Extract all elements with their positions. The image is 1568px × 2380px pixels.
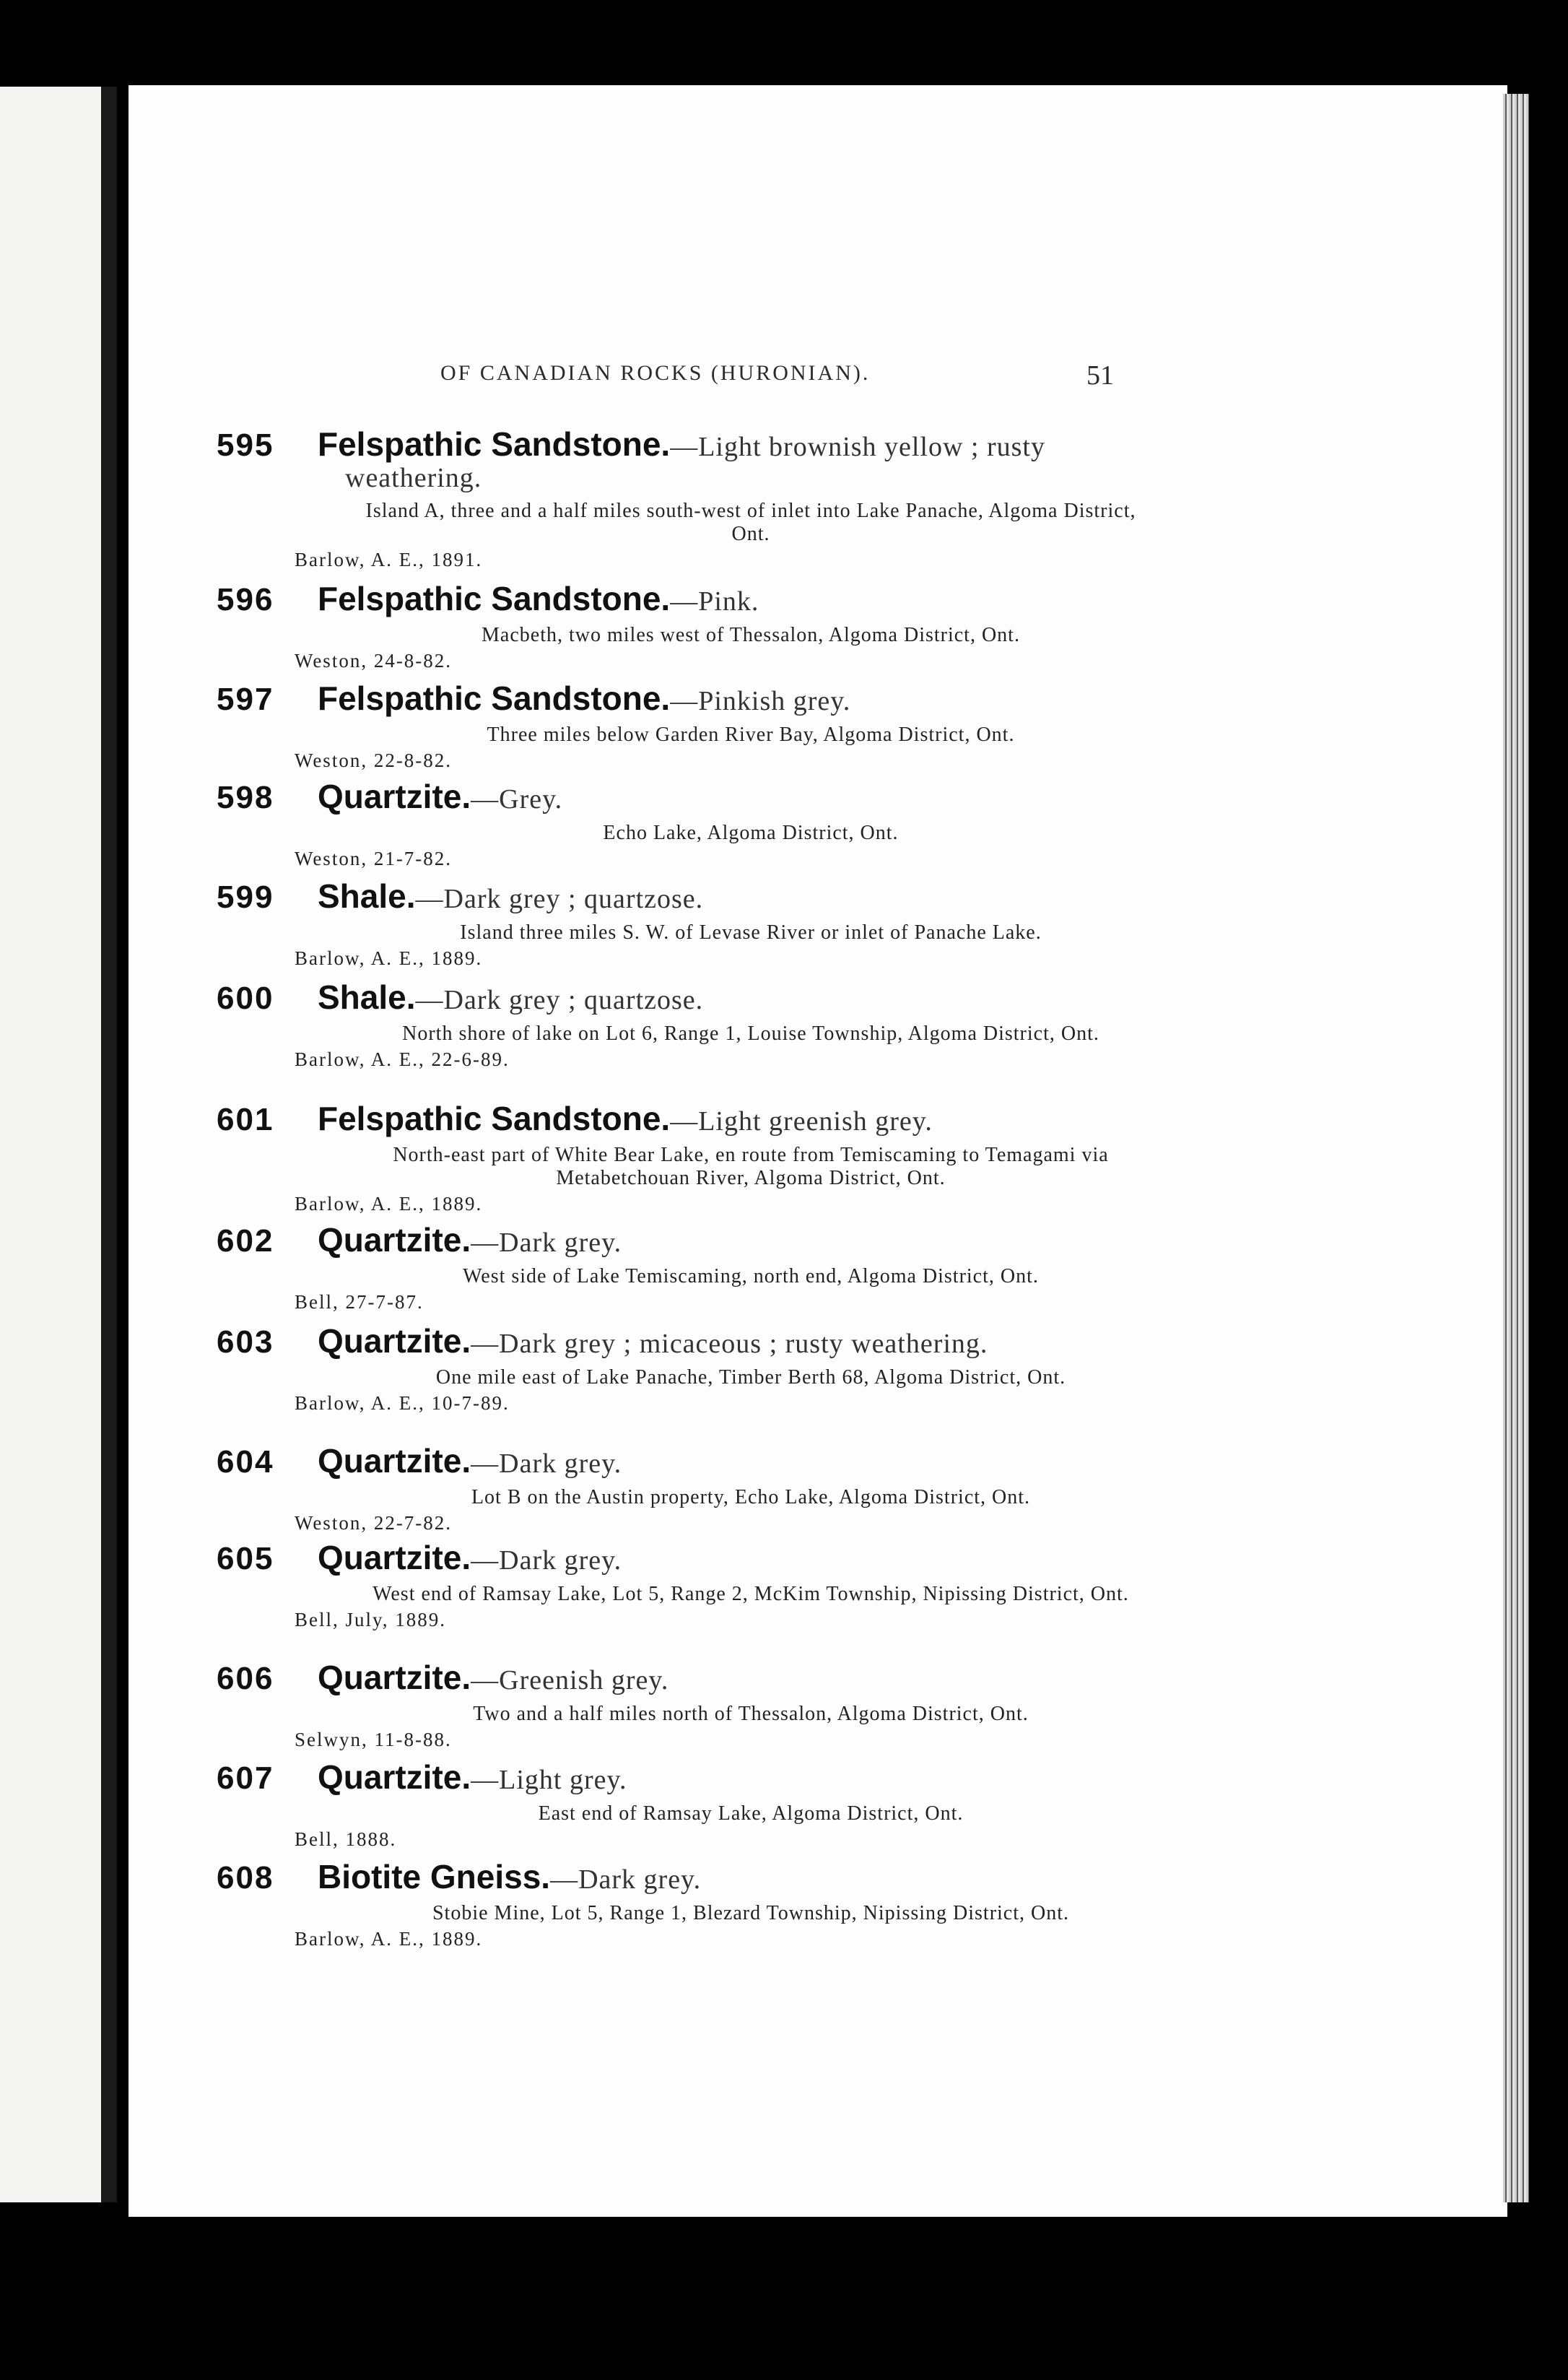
locality: Island three miles S. W. of Levase River or inlet of Panache Lake. bbox=[460, 921, 1042, 944]
specimen-number: 604 bbox=[217, 1444, 274, 1480]
specimen-number: 595 bbox=[217, 427, 274, 463]
rock-name: Felspathic Sandstone. bbox=[318, 1100, 671, 1137]
rock-description: —Light greenish grey. bbox=[670, 1106, 933, 1137]
collector: Bell, 1888. bbox=[295, 1828, 397, 1850]
specimen-number: 599 bbox=[217, 880, 274, 915]
collector: Selwyn, 11-8-88. bbox=[295, 1729, 452, 1750]
collector: Weston, 22-7-82. bbox=[295, 1512, 453, 1534]
rock-name: Quartzite. bbox=[318, 1539, 471, 1576]
locality: Stobie Mine, Lot 5, Range 1, Blezard Township, Nipissing District, Ont. bbox=[432, 1902, 1069, 1924]
locality: Island A, three and a half miles south-west of inlet into Lake Panache, Algoma District, Ont. bbox=[365, 500, 1136, 545]
locality: West end of Ramsay Lake, Lot 5, Range 2, McKim Township, Nipissing District, Ont. bbox=[373, 1583, 1129, 1605]
rock-description: —Grey. bbox=[471, 784, 563, 815]
book-gutter bbox=[101, 87, 117, 2202]
collector: Barlow, A. E., 1891. bbox=[295, 549, 483, 570]
collector: Barlow, A. E., 1889. bbox=[295, 947, 483, 969]
locality: Macbeth, two miles west of Thessalon, Algoma District, Ont. bbox=[482, 624, 1020, 646]
specimen-number: 603 bbox=[217, 1324, 274, 1360]
specimen-entry bbox=[217, 1441, 1148, 1534]
rock-description: —Dark grey. bbox=[471, 1449, 622, 1479]
locality: North-east part of White Bear Lake, en route from Temiscaming to Temagami via Metabetchouan River, Algoma District, Ont. bbox=[393, 1144, 1109, 1189]
collector: Barlow, A. E., 10-7-89. bbox=[295, 1392, 510, 1414]
specimen-entry bbox=[217, 777, 1148, 870]
rock-name: Quartzite. bbox=[318, 1442, 471, 1480]
specimen-entry bbox=[217, 1099, 1148, 1215]
rock-name: Shale. bbox=[318, 877, 416, 915]
locality: North shore of lake on Lot 6, Range 1, Louise Township, Algoma District, Ont. bbox=[402, 1022, 1099, 1045]
rock-description: —Dark grey. bbox=[471, 1228, 622, 1258]
rock-name: Quartzite. bbox=[318, 1322, 471, 1360]
rock-name: Quartzite. bbox=[318, 1758, 471, 1796]
specimen-number: 600 bbox=[217, 981, 274, 1016]
page-number: 51 bbox=[1086, 360, 1114, 391]
specimen-number: 605 bbox=[217, 1541, 274, 1576]
collector: Weston, 24-8-82. bbox=[295, 650, 453, 672]
rock-name: Felspathic Sandstone. bbox=[318, 425, 671, 463]
specimen-entry bbox=[217, 1220, 1148, 1313]
collector: Bell, 27-7-87. bbox=[295, 1291, 424, 1313]
locality: One mile east of Lake Panache, Timber Berth 68, Algoma District, Ont. bbox=[435, 1366, 1066, 1389]
specimen-entry bbox=[217, 978, 1148, 1071]
rock-description: —Dark grey. bbox=[471, 1545, 622, 1576]
page-stack-edge bbox=[1503, 94, 1529, 2202]
specimen-entry bbox=[217, 1321, 1148, 1415]
rock-name: Quartzite. bbox=[318, 1221, 471, 1259]
collector: Barlow, A. E., 1889. bbox=[295, 1193, 483, 1215]
rock-description: —Light brownish yellow ; rusty bbox=[670, 432, 1045, 462]
rock-description-continued: weathering. bbox=[345, 463, 482, 493]
specimen-entry bbox=[217, 1658, 1148, 1751]
collector: Barlow, A. E., 1889. bbox=[295, 1928, 483, 1950]
rock-name: Quartzite. bbox=[318, 778, 471, 815]
rock-description: —Dark grey. bbox=[550, 1864, 702, 1895]
rock-description: —Light grey. bbox=[471, 1765, 627, 1795]
collector: Bell, July, 1889. bbox=[295, 1609, 447, 1630]
rock-description: —Pinkish grey. bbox=[670, 686, 851, 716]
rock-description: —Dark grey ; micaceous ; rusty weathering. bbox=[471, 1329, 988, 1359]
collector: Barlow, A. E., 22-6-89. bbox=[295, 1048, 510, 1070]
specimen-entry bbox=[217, 877, 1148, 970]
rock-description: —Pink. bbox=[670, 586, 759, 617]
rock-name: Felspathic Sandstone. bbox=[318, 679, 671, 717]
locality: West side of Lake Temiscaming, north end, Algoma District, Ont. bbox=[463, 1265, 1039, 1287]
collector: Weston, 22-8-82. bbox=[295, 750, 453, 771]
specimen-entry bbox=[217, 1538, 1148, 1631]
specimen-number: 606 bbox=[217, 1661, 274, 1696]
rock-description: —Dark grey ; quartzose. bbox=[415, 884, 704, 914]
locality: Echo Lake, Algoma District, Ont. bbox=[603, 822, 899, 844]
specimen-number: 607 bbox=[217, 1760, 274, 1796]
specimen-number: 598 bbox=[217, 780, 274, 815]
specimen-number: 597 bbox=[217, 682, 274, 717]
specimen-entry bbox=[217, 425, 1148, 571]
specimen-number: 602 bbox=[217, 1223, 274, 1259]
locality: Lot B on the Austin property, Echo Lake, Algoma District, Ont. bbox=[471, 1486, 1031, 1508]
specimen-entry bbox=[217, 679, 1148, 772]
specimen-entry bbox=[217, 1857, 1148, 1950]
specimen-number: 601 bbox=[217, 1102, 274, 1137]
collector: Weston, 21-7-82. bbox=[295, 848, 453, 869]
locality: East end of Ramsay Lake, Algoma District, Ont. bbox=[538, 1802, 964, 1825]
rock-name: Felspathic Sandstone. bbox=[318, 580, 671, 617]
rock-name: Biotite Gneiss. bbox=[318, 1858, 551, 1895]
locality: Two and a half miles north of Thessalon, Algoma District, Ont. bbox=[473, 1703, 1029, 1725]
specimen-number: 596 bbox=[217, 582, 274, 617]
specimen-number: 608 bbox=[217, 1860, 274, 1895]
previous-page-edge bbox=[0, 87, 101, 2202]
specimen-entry bbox=[217, 1758, 1148, 1851]
rock-description: —Greenish grey. bbox=[471, 1665, 669, 1695]
specimen-entry bbox=[217, 579, 1148, 672]
rock-name: Shale. bbox=[318, 978, 416, 1016]
locality: Three miles below Garden River Bay, Algoma District, Ont. bbox=[487, 724, 1015, 746]
running-head: OF CANADIAN ROCKS (HURONIAN). bbox=[440, 361, 871, 385]
rock-description: —Dark grey ; quartzose. bbox=[415, 985, 704, 1015]
rock-name: Quartzite. bbox=[318, 1659, 471, 1696]
